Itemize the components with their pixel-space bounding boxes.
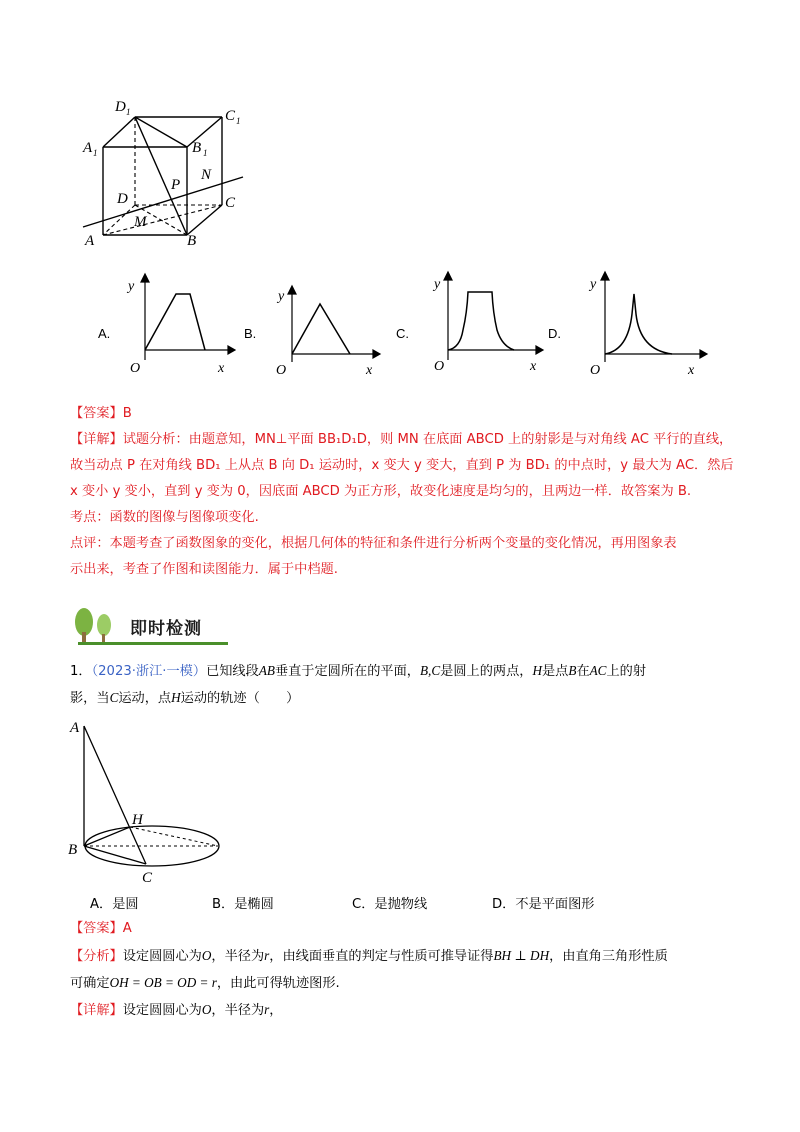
label-D1: D: [115, 99, 126, 115]
analysis-line-2: 可确定OH = OB = OD = r，由此可得轨迹图形.: [70, 975, 340, 991]
label-A1: A: [83, 140, 93, 156]
question-source: （2023·浙江·一模）: [91, 664, 207, 679]
axis-y-label: y: [434, 277, 441, 292]
label-N: N: [201, 167, 212, 183]
section-header: [70, 606, 230, 646]
q1-option-a: A．是圆: [90, 897, 139, 912]
question-1-line-1: 1．（2023·浙江·一模）已知线段AB垂直于定圆所在的平面，B,C是圆上的两点，H是点B在AC上的射: [70, 663, 647, 679]
axis-origin-label: O: [276, 363, 287, 378]
fig2-label-H: H: [132, 812, 143, 828]
fig2-label-A: A: [70, 720, 80, 736]
question-1-line-2: 影，当C运动，点H运动的轨迹（ ）: [70, 690, 300, 706]
axis-origin-label: O: [590, 363, 601, 378]
fig2-label-C: C: [142, 870, 153, 886]
axis-origin-label: O: [434, 359, 445, 374]
svg-text:1: 1: [93, 148, 98, 158]
detail-tag: 【详解】: [70, 432, 123, 447]
label-B: B: [187, 233, 197, 249]
axis-y-label: y: [278, 289, 285, 304]
option-d-label: D.: [548, 326, 561, 341]
axis-y-label: y: [128, 279, 135, 294]
q1-option-d: D．不是平面图形: [492, 897, 595, 912]
detail-2-line: 【详解】设定圆圆心为O，半径为r，: [70, 1002, 283, 1018]
label-P: P: [171, 177, 181, 193]
label-C1: C: [225, 108, 236, 124]
fig2-label-B: B: [68, 842, 78, 858]
answer-value: B: [122, 406, 132, 421]
detail-line-3: x 变小 y 变小，直到 y 变为 0，因底面 ABCD 为正方形，故变化速度是均匀的，且两边一样．故答案为 B.: [70, 484, 692, 499]
q1-option-b: B．是椭圆: [212, 897, 274, 912]
graph-b: [268, 282, 386, 382]
detail-line-2: 故当动点 P 在对角线 BD₁ 上从点 B 向 D₁ 运动时，x 变大 y 变大，直到 P 为 BD₁ 的中点时，y 最大为 AC．然后: [70, 458, 734, 473]
axis-y-label: y: [590, 277, 597, 292]
kaodian-line: 考点：函数的图像与图像项变化.: [70, 510, 259, 525]
dianping-line-1: 点评：本题考查了函数图象的变化，根据几何体的特征和条件进行分析两个变量的变化情况，再用图象表: [70, 536, 677, 551]
section-title: 即时检测: [130, 619, 202, 639]
answer-2-value: A: [122, 921, 132, 936]
svg-text:1: 1: [203, 148, 208, 158]
graph-c: [418, 268, 548, 376]
cube-figure: [75, 95, 260, 250]
q1-option-c: C．是抛物线: [352, 897, 428, 912]
option-b-label: B.: [244, 326, 257, 341]
svg-text:1: 1: [236, 116, 241, 126]
axis-x-label: x: [366, 363, 373, 378]
axis-x-label: x: [688, 363, 695, 378]
analysis-tag: 【分析】: [70, 949, 123, 964]
option-a-label: A.: [98, 326, 111, 341]
graph-a: [118, 272, 236, 380]
graph-d: [580, 266, 710, 378]
question-number: 1．: [70, 664, 92, 679]
detail-2-tag: 【详解】: [70, 1003, 123, 1018]
label-M: M: [134, 214, 147, 230]
analysis-line-1: 【分析】设定圆圆心为O，半径为r，由线面垂直的判定与性质可推导证得BH ⊥ DH，由直角三角形性质: [70, 948, 668, 964]
answer-2-line: [70, 920, 132, 938]
label-C: C: [225, 195, 236, 211]
cone-figure: [62, 712, 222, 890]
answer-tag: 【答案】: [70, 406, 123, 421]
option-c-label: C.: [396, 326, 409, 341]
label-B1: B: [192, 140, 202, 156]
detail-line-1: 【详解】试题分析：由题意知，MN⊥平面 BB₁D₁D，则 MN 在底面 ABCD 上的射影是与对角线 AC 平行的直线，: [70, 432, 733, 447]
answer-line: [70, 405, 132, 423]
axis-x-label: x: [530, 359, 537, 374]
answer-2-tag: 【答案】: [70, 921, 123, 936]
dianping-line-2: 示出来，考查了作图和读图能力．属于中档题.: [70, 562, 338, 577]
label-A: A: [85, 233, 95, 249]
tree-icon: [70, 606, 126, 646]
axis-origin-label: O: [130, 361, 141, 376]
label-D: D: [117, 191, 128, 207]
axis-x-label: x: [218, 361, 225, 376]
svg-text:1: 1: [126, 107, 131, 117]
